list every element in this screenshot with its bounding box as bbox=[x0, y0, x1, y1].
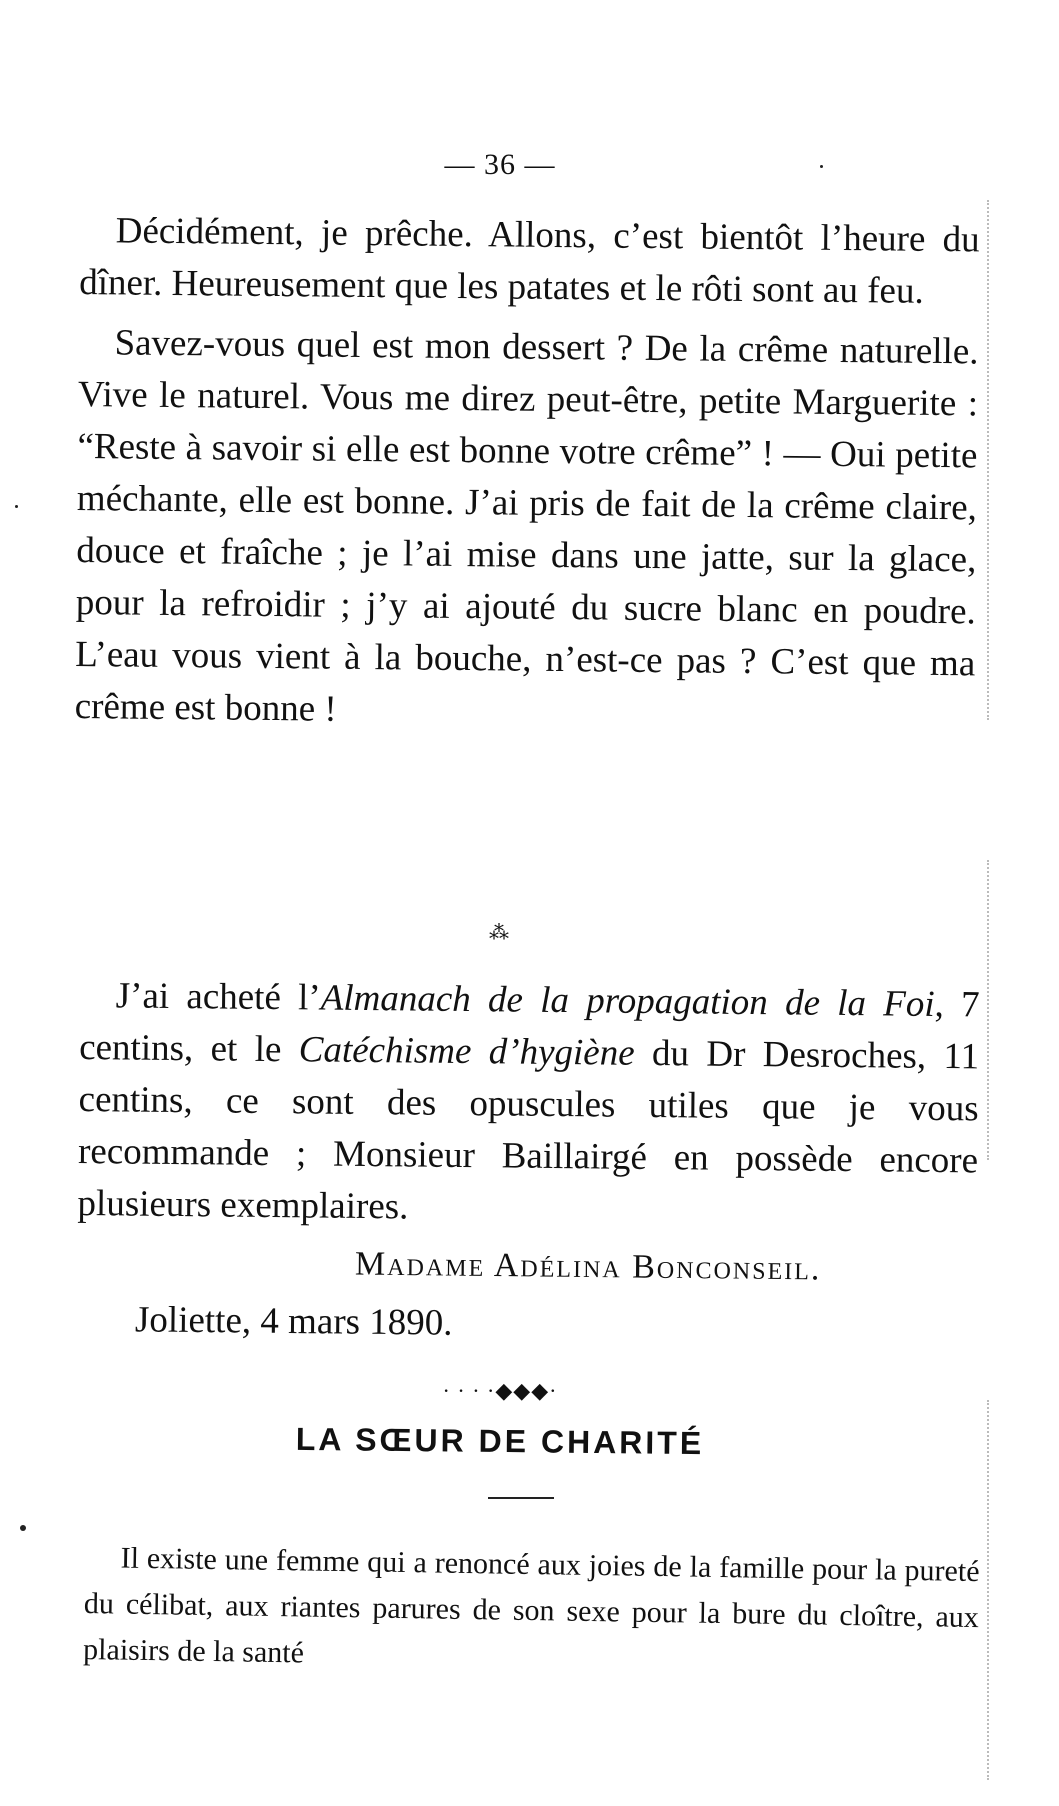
paragraph-text: Décidément, je prêche. Allons, c’est bientôt l’heure du dîner. Heureusement que les patates et le rôti sont au feu. bbox=[78, 210, 980, 312]
paragraph-dessert: Savez-vous quel est mon dessert ? De la crême naturelle. Vive le naturel. Vous me direz peut-être, petite Marguerite : “Reste à savoir si elle est bonne votre crême” ! — Oui petite méchante, elle est bonne. J’ai pris de fait de la crême claire, douce et fraîche ; je l’ai mise dans une jatte, sur la glace, pour la refroidir ; j’y ai ajouté du sucre blanc en poudre. L’eau vous vient à la bouche, n’est-ce pas ? C’est que ma crême est bonne ! bbox=[74, 322, 979, 730]
almanac-intro: J’ai acheté l’ bbox=[115, 975, 321, 1019]
almanac-rest: du Dr Desroches, 11 centins, ce sont des opuscules utiles que je vous recommande ; Monsieur Baillairgé en possède encore plusieurs exemplaires. bbox=[77, 1032, 980, 1228]
page-number: — 36 — bbox=[444, 148, 556, 181]
scan-edge-noise bbox=[979, 1400, 989, 1780]
almanac-text bbox=[77, 970, 980, 1239]
asterism-separator: ⁂ bbox=[489, 922, 511, 944]
section-opening-text: Il existe une femme qui a renoncé aux joies de la famille pour la pureté du célibat, aux riantes parures de son sexe pour la bure du cloître, aux plaisirs de la santé bbox=[82, 1541, 980, 1670]
dateline: Joliette, 4 mars 1890. bbox=[134, 1299, 453, 1344]
scan-speck bbox=[20, 1525, 26, 1531]
scan-edge-noise bbox=[979, 860, 989, 1160]
scan-speck bbox=[820, 165, 823, 168]
almanac-title: Almanach de la propagation de la Foi bbox=[320, 977, 935, 1025]
almanac-middle: , 7 centins, et le bbox=[78, 983, 980, 1071]
scan-speck bbox=[15, 505, 18, 508]
title-rule bbox=[488, 1497, 554, 1499]
catechism-title: Catéchisme d’hygiène bbox=[298, 1029, 635, 1074]
ornament-divider: · · · ·◆◆◆· bbox=[442, 1378, 558, 1403]
paragraph-almanac bbox=[77, 970, 980, 1239]
author-signature: Madame Adélina Bonconseil. bbox=[354, 1245, 822, 1288]
scan-edge-noise bbox=[979, 200, 989, 720]
section-title: LA SŒUR DE CHARITÉ bbox=[295, 1420, 705, 1462]
paragraph-sermon bbox=[74, 205, 979, 742]
section-opening bbox=[83, 1535, 980, 1687]
